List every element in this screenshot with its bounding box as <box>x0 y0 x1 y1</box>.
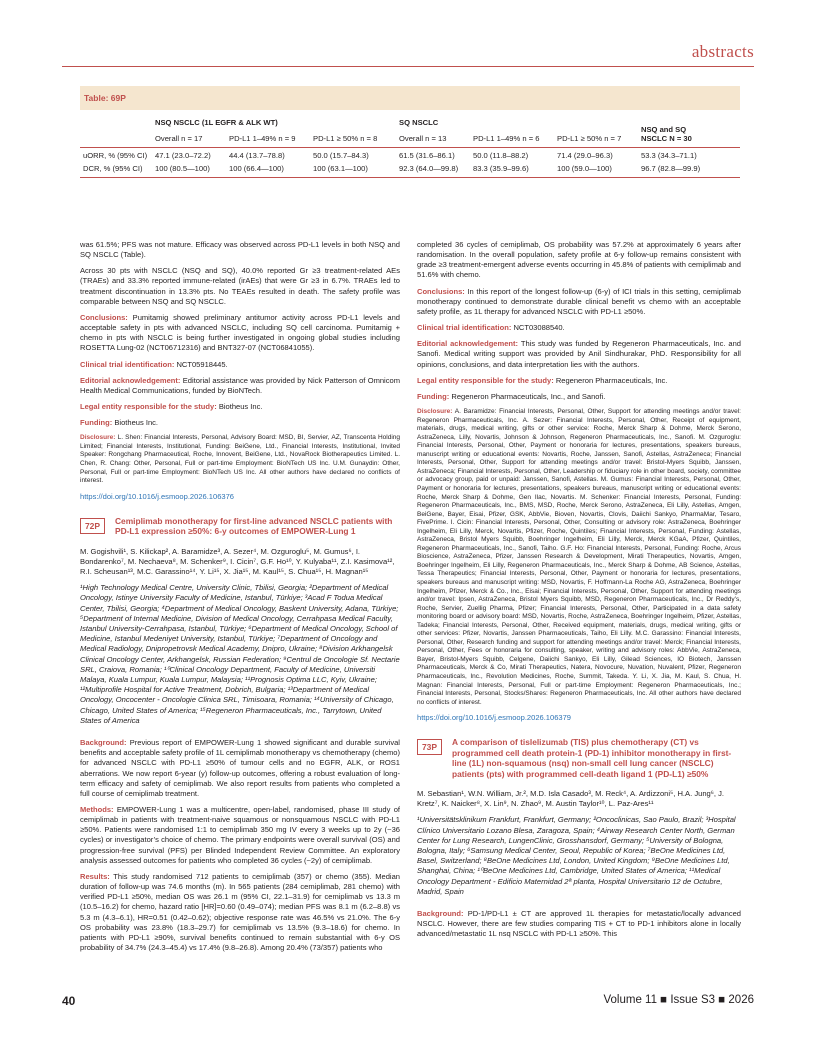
conclusions: Conclusions: In this report of the longest follow-up (6-y) of ICI trials in this setting, cemiplimab monotherapy continued to demonstrate durable clinical benefit vs chemo with an acceptable safety profile, as 1L therapy for advanced NSCLC with PD-L1 ≥50%. <box>417 286 741 316</box>
background: Background: Previous report of EMPOWER-Lung 1 showed significant and durable survival benefits and acceptable safety profile of 1L cemiplimab monotherapy vs chemotherapy (chemo) for advanced NSCLC with PD-L1 ≥50% of tumour cells and no EGFR, ALK, or ROS1 aberrations. We now report 6-year (y) follow-up outcomes, offering a robust evaluation of long-term efficacy and safety of cemiplimab. We also report results from patients who completed a full course of cemiplimab treatment. <box>80 738 400 798</box>
row-label: DCR, % (95% CI) <box>80 162 152 178</box>
background: Background: PD-1/PD-L1 ± CT are approved 1L therapies for metastatic/locally advanced NSCLC. However, there are few studies comparing TIS + CT to PD-1 inhibitors alone in locally advanced/metastatic 1L nsq NSCLC with PD-L1 ≥50%. This <box>417 908 741 939</box>
table-group-header <box>80 110 740 132</box>
results: Results: This study randomised 712 patients to cemiplimab (357) or chemo (355). Median duration of follow-up was 74.6 months (m). In 565 patients (284 cemiplimab, 281 chemo) with verified PD-L1 ≥50%, median OS was 26.1 m (95% CI, 22.1–31.9) for cemiplimab vs 13.3 m (10.5–16.2) for chemo, hazard ratio [HR]=0.60 (0.49–074); median PFS was 8.1 m (6.2–8.8) vs 5.3 m (4.3–6.1), HR=0.51 (0.42–0.62); objective response rate was 46.5% vs 21.0%. The 6-y OS probability was 23.8% (18.3–29.7) for cemiplimab vs 13.5% (9.3–18.6) for chemo. In patients with PD-L1 ≥90%, survival benefits continued to remain substantial with 6-y OS probability of 34.7% (24.3–45.4) vs 17.4% (9.8–26.8). Among 20.4% (73/357) patients who <box>80 871 400 953</box>
legal-entity: Legal entity responsible for the study: Biotheus Inc. <box>80 402 263 412</box>
table-cell: 61.5 (31.6–86.1) <box>399 151 455 160</box>
funding: Funding: Regeneron Pharmaceuticals, Inc., and Sanofi. <box>417 391 606 401</box>
table-row <box>80 162 740 178</box>
results-table <box>80 86 740 178</box>
col-header: PD-L1 1–49% n = 9 <box>226 132 310 148</box>
table-cell: 100 (80.5—100) <box>152 162 226 178</box>
table-cell: 100 (63.1—100) <box>310 162 396 178</box>
conclusions: Conclusions: Pumitamig showed preliminary antitumor activity across PD-L1 levels and acceptable safety in pts with advanced NSCLC, including SQ cell carcinoma. Pumitamig + chemo in pts with NSCLC is being further investigated in ongoing global studies including ROSETTA Lung-02 (NCT06712316) and BNT327-07 (NCT06841055). <box>80 312 400 353</box>
col-header: Overall n = 17 <box>152 132 226 148</box>
clinical-trial-id: Clinical trial identification: NCT03088540. <box>417 323 565 333</box>
group-total: NSQ and SQ NSCLC N = 30 <box>638 110 740 148</box>
author-list: M. Gogishvili¹, S. Kilickap², A. Baramidze³, A. Sezer⁴, M. Ozguroglu⁵, M. Gumus⁶, I. Bondarenko⁷, M. Nechaeva⁸, M. Schenker⁹, I. Cicin⁷, G.F. Ho¹⁰, Y. Kulyaba¹¹, Z.I. Kasimova¹², R.I. Scheusan¹³, M.C. Garassino¹⁴, Y. Li¹⁵, X. Jia¹⁵, M. Kaul¹⁵, S. Chua¹⁵, H. Magnan¹⁵ <box>80 546 395 576</box>
table-cell: 92.3 (64.0—99.8) <box>396 162 470 178</box>
right-column <box>417 240 741 945</box>
table-cell: 53.3 (34.3–71.1) <box>641 151 697 160</box>
table-cell: 50.0 (15.7–84.3) <box>313 151 369 160</box>
author-list: M. Sebastian¹, W.N. William, Jr.², M.D. Isla Casado³, M. Reck⁴, A. Ardizzoni⁵, H.A. Jung⁶, J. Kretz⁷, K. Naicker⁸, X. Lin⁹, N. Zhao⁹, M. Austin Taylor¹⁰, L. Paz-Ares¹¹ <box>417 788 725 809</box>
abstract-73p-header <box>417 737 741 779</box>
methods: Methods: EMPOWER-Lung 1 was a multicentre, open-label, randomised, phase III study of cemiplimab in patients with treatment-naive squamous or nonsquamous NSCLC with PD-L1 ≥50%. Patients were randomised 1:1 to cemiplimab 350 mg IV every 3 weeks up to 2y (~36 cycles) or investigator’s choice of chemo. The primary endpoints were overall survival (OS) and progression-free survival (PFS) per Blinded Independent Review Committee. An exploratory analysis assessed outcomes for patients who completed 36 cycles (~2y) of cemiplimab. <box>80 804 400 865</box>
volume-issue: Volume 11 ■ Issue S3 ■ 2026 <box>603 994 754 1006</box>
table-cell: 44.4 (13.7–78.8) <box>229 151 285 160</box>
table-grid <box>80 110 740 178</box>
col-header: PD-L1 ≥ 50% n = 8 <box>310 132 396 148</box>
affiliations: ¹Universitätsklinikum Frankfurt, Frankfurt, Germany; ²Oncoclinicas, Sao Paulo, Brazil; ³Hospital Clínico Universitario Lozano Blesa, Zaragoza, Spain; ⁴Airway Research Center North, German Center for Lung Research, LungenClinic, Grosshansdorf, Germany; ⁵University of Bologna, Bologna, Italy; ⁶Samsung Medical Center, Seoul, Republic of Korea; ⁷BeOne Medicines Ltd, Basel, Switzerland; ⁸BeOne Medicines Ltd, London, United Kingdom; ⁹BeOne Medicines Ltd, Shanghai, China; ¹⁰BeOne Medicines Ltd, Cambridge, United States of America; ¹¹Medical Oncology Department - Edificio Maternidad 2ª planta, Hospital Universitario 12 de Octubre, Madrid, Spain <box>417 815 736 896</box>
abstract-72p-header <box>80 516 400 537</box>
editorial-ack: Editorial acknowledgement: This study was funded by Regeneron Pharmaceuticals, Inc. and Sanofi. Medical writing support was provided by Anil Sindhurakar, PhD. Responsibility for all opinions, conclusions, and data interpretation lies with the authors. <box>417 339 741 369</box>
abstract-title: Cemiplimab monotherapy for first-line advanced NSCLC patients with PD-L1 expression ≥50%: 6-y outcomes of EMPOWER-Lung 1 <box>115 515 393 537</box>
doi-link[interactable]: https://doi.org/10.1016/j.esmoop.2026.106376 <box>80 491 234 501</box>
table-caption: Table: 69P <box>80 86 740 110</box>
table-cell: 83.3 (35.9–99.6) <box>470 162 554 178</box>
editorial-ack: Editorial acknowledgement: Editorial assistance was provided by Nick Patterson of Omnicom Health Medical Communications, funded by BioNTech. <box>80 375 400 395</box>
header-rule <box>62 66 754 67</box>
abstract-title: A comparison of tislelizumab (TIS) plus chemotherapy (CT) vs programmed cell death protein-1 (PD-1) inhibitor monotherapy in first-line (1L) non-squamous (nsq) non-small cell lung cancer (NSCLC) patients (pts) with programmed cell-death ligand 1 (PD-L1) ≥50% <box>452 737 732 779</box>
abstract-badge: 73P <box>417 739 442 755</box>
page-number: 40 <box>62 994 76 1008</box>
col-header: PD-L1 ≥ 50% n = 7 <box>554 132 638 148</box>
table-cell: 100 (66.4—100) <box>226 162 310 178</box>
table-cell: 47.1 (23.0–72.2) <box>155 151 211 160</box>
table-row <box>80 148 740 163</box>
abstract-badge: 72P <box>80 518 105 534</box>
results-continued: was 61.5%; PFS was not mature. Efficacy was observed across PD-L1 levels in both NSQ and SQ NSCLC (Table). <box>80 240 400 260</box>
group-sq: SQ NSCLC <box>399 118 439 127</box>
affiliations: ¹High Technology Medical Centre, University Clinic, Tbilisi, Georgia; ²Department of Medical Oncology, Istinye University Faculty of Medicine, Istanbul, Türkiye; ³Acad F Todua Medical Center, Tbilisi, Georgia; ⁴Department of Medical Oncology, Baskent University, Adana, Türkiye; ⁵Department of Internal Medicine, Division of Medical Oncology, Cerrahpasa Medical Faculty, Istanbul University-Cerrahpasa, Istanbul, Türkiye; ⁶Department of Medical Oncology, School of Medicine, Istanbul Medeniyet University, Istanbul, Türkiye; ⁷Department of Oncology and Medical Radiology, Dnipropetrovsk Medical Academy, Dnipro, Ukraine; ⁸Division Arkhangelsk Clinical Oncology Center, Arkhangelsk, Russian Federation; ⁹Centrul de Oncologie Sf. Nectarie SRL, Craiova, Romania; ¹⁰Clinical Oncology Department, Faculty of Medicine, Universiti Malaya, Kuala Lumpur, Kuala Lumpur, Malaysia; ¹¹Prognosis Optima LLC, Kyiv, Ukraine; ¹²Multiprofile Hospital for Active Treatment, Dobrich, Bulgaria; ¹³Department of Medical Oncology, Oncocenter - Oncologie Clinica SRL, Timisoara, Romania; ¹⁴University of Chicago, Chicago, United States of America; ¹⁵Regeneron Pharmaceuticals, Inc., Tarrytown, United States of America <box>80 583 400 725</box>
table-cell: 50.0 (11.8–88.2) <box>473 151 529 160</box>
table-cell: 71.4 (29.0–96.3) <box>557 151 613 160</box>
doi-link[interactable]: https://doi.org/10.1016/j.esmoop.2026.106379 <box>417 713 571 723</box>
group-nsq: NSQ NSCLC (1L EGFR & ALK WT) <box>155 118 278 127</box>
legal-entity: Legal entity responsible for the study: Regeneron Pharmaceuticals, Inc. <box>417 375 668 385</box>
row-label: uORR, % (95% CI) <box>83 151 148 160</box>
results-continued: completed 36 cycles of cemiplimab, OS probability was 57.2% at approximately 6 years after randomisation. In the overall population, safety profile at 6-y follow-up remains consistent with grade ≥3 treatment-emergent adverse events occurring in 45.8% of patients with cemiplimab and 51.6% with chemo. <box>417 240 741 280</box>
clinical-trial-id: Clinical trial identification: NCT05918445. <box>80 359 228 369</box>
disclosure: Disclosure: A. Baramidze: Financial Interests, Personal, Other, Support for attending meetings and/or travel: Regeneron Pharmaceuticals, Inc. A. Sezer: Financial Interests, Personal, Other, Receipt of equipment, materials, drugs, medical writing, gifts or other service: Roche, Merck Sharp & Dohme, Merck Serono, AstraZeneca, Lilly, Novartis, Johnson & Johnson, Regeneron Pharmaceuticals, Inc., Sanofi. M. Ozguroglu: Financial Interests, Personal, Other, Payment or honoraria for lectures, presentations, speakers bureaus, manuscript writing or educational events: Novartis, Roche, Janssen, Sanofi, Astellas, AstraZeneca; Financial Interests, Personal, Other, Support for attending meetings and/or travel: Bristol-Myers Squibb, Janssen, AstraZeneca; Financial Interests, Personal, Other, Leadership or fiduciary role in other board, society, committee or advocacy group, paid or unpaid: Janssen, Sanofi, Astellas. M. Gumus: Financial Interests, Personal, Other, Payment or honoraria for lectures, presentations, speakers bureaus, manuscript writing or educational events: Roche, Merck Sharp & Dohme, Gen Ilac, Novartis. M. Schenker: Financial Interests, Personal, Funding: Regeneron Pharmaceuticals, Inc., BMS, MSD, Roche, Merck Serono, AstraZeneca, Eli Lilly, Astellas, Amgen, BeiGene, Bayer, Eisai, Pfizer, GSK, AbbVie, Bioven, Novartis, Clovis, Daiichi Sankyo, PharmaMar, Tesaro, FivePrime. I. Cicin: Financial Interests, Personal, Other, Consulting or advisory role: AstraZeneca, Boehringer Ingelheim, Eli Lilly, Merck, Novartis, Pfizer, Roche, Quintiles; Financial Interests, Personal, Funding: Astellas, AstraZeneca, Bristol Myers Squibb, Boehringer Ingelheim, Eli Lilly, Merck, Merck KGaA, Pfizer, Quintiles, Regeneron Pharmaceuticals, Inc., Sanofi, Taiho. G.F. Ho: Financial Interests, Personal, Funding: Roche, Arcus Bioscience, AstraZeneca, Pfizer, Janssen Research & Development, Mirati Therapeutics, Novartis, Amgen, Boehringer Ingelheim, Eli Lilly, Regeneron Pharmaceuticals, Inc., Merck Sharp & Dohme, AB Science, Astellas, Tessa Therapeutics; Financial Interests, Personal, Other, Payment or honoraria for lectures, presentations, speakers bureaus and manuscript writing: MSD, Novartis, F. Hoffmann-La Roche AG, AstraZeneca, Boehringer Ingelheim, Pfizer, Merck & Co., Inc., Eisai; Financial Interests, Personal, Other, Support for attending meetings and/or travel: Ipsen, AstraZeneca, Bristol Myers Squibb, MSD, Regeneron Pharmaceuticals, Inc., Dr Reddy’s, Roche, Servier, Zuellig Pharma, Pfizer; Financial Interests, Personal, Other, Participated in a data safety monitoring board or advisory board: MSD, Novartis, Roche, AstraZeneca, Boehringer Ingelheim, Pfizer, Astellas, Tadeka; Financial Interests, Personal, Other, Received equipment, materials, drugs, medical writing, gifts or other services: Pfizer, Novartis, Janssen Pharmaceuticals, Taiho, Eli Lilly. M.C. Garassino: Financial Interests, Personal, Other, Research funding and support for attending meetings and/or travel: Merck; Financial Interests, Personal, Other, Fees or honoraria for consulting, speaker, writing and advisory roles: AbbVie, AstraZeneca, Bayer, Bristol-Myers Squibb, Celgene, Daiichi Sankyo, Eli Lilly, Gilead Sciences, IO Biotech, Janssen Pharmaceuticals, Merck & Co, Mirati Therapeutics, Natera, Novocure, Nuvation, Nuvalent, Pfizer, Regeneron Pharmaceuticals, Inc., Revolution Medicines, Roche, Summit, Takeda. Y. Li, X. Jia, M. Kaul, S. Chua, H. Magnan: Financial Interests, Personal, Full or part-time Employment: Regeneron Pharmaceuticals, Inc.; Financial Interests, Personal, Stocks/Shares: Regeneron Pharmaceuticals, Inc. All other authors have declared no conflicts of interest. <box>417 408 741 706</box>
table-cell: 96.7 (82.8—99.9) <box>638 162 740 178</box>
disclosure: Disclosure: L. Shen: Financial Interests, Personal, Advisory Board: MSD, BI, Servier, AZ, Transcenta Holding Limited; Financial Interests, Institutional, Funding: BeiGene, Ltd., Financial Interests, Institutional, Invited Speaker: Rongchang Pharmaceutical, Roche, Innovent, BeiGene, Ltd., NovaRock Biotherapeutics Limited. L. Chen, R. Chang: Other, Personal, Full or part-time Employment: BioNTech US Inc. U.M. Gunaydin: Other, Personal, Full or part-time Employment: BioNTech US Inc. All other authors have declared no conflicts of interest. <box>80 434 401 485</box>
col-header: PD-L1 1–49% n = 6 <box>470 132 554 148</box>
section-title: abstracts <box>691 42 754 61</box>
funding: Funding: Biotheus Inc. <box>80 418 159 428</box>
col-header: Overall n = 13 <box>396 132 470 148</box>
left-column <box>80 240 400 959</box>
safety-paragraph: Across 30 pts with NSCLC (NSQ and SQ), 40.0% reported Gr ≥3 treatment-related AEs (TRAEs) and 33.3% reported immune-related (irAEs) that were Gr ≥3 in 6.7%. TRAEs led to treatment discontinuation in 13.3% pts. No TEAEs resulted in death. The safety profile was comparable between NSQ and SQ NSCLC. <box>80 266 400 306</box>
table-cell: 100 (59.0—100) <box>554 162 638 178</box>
